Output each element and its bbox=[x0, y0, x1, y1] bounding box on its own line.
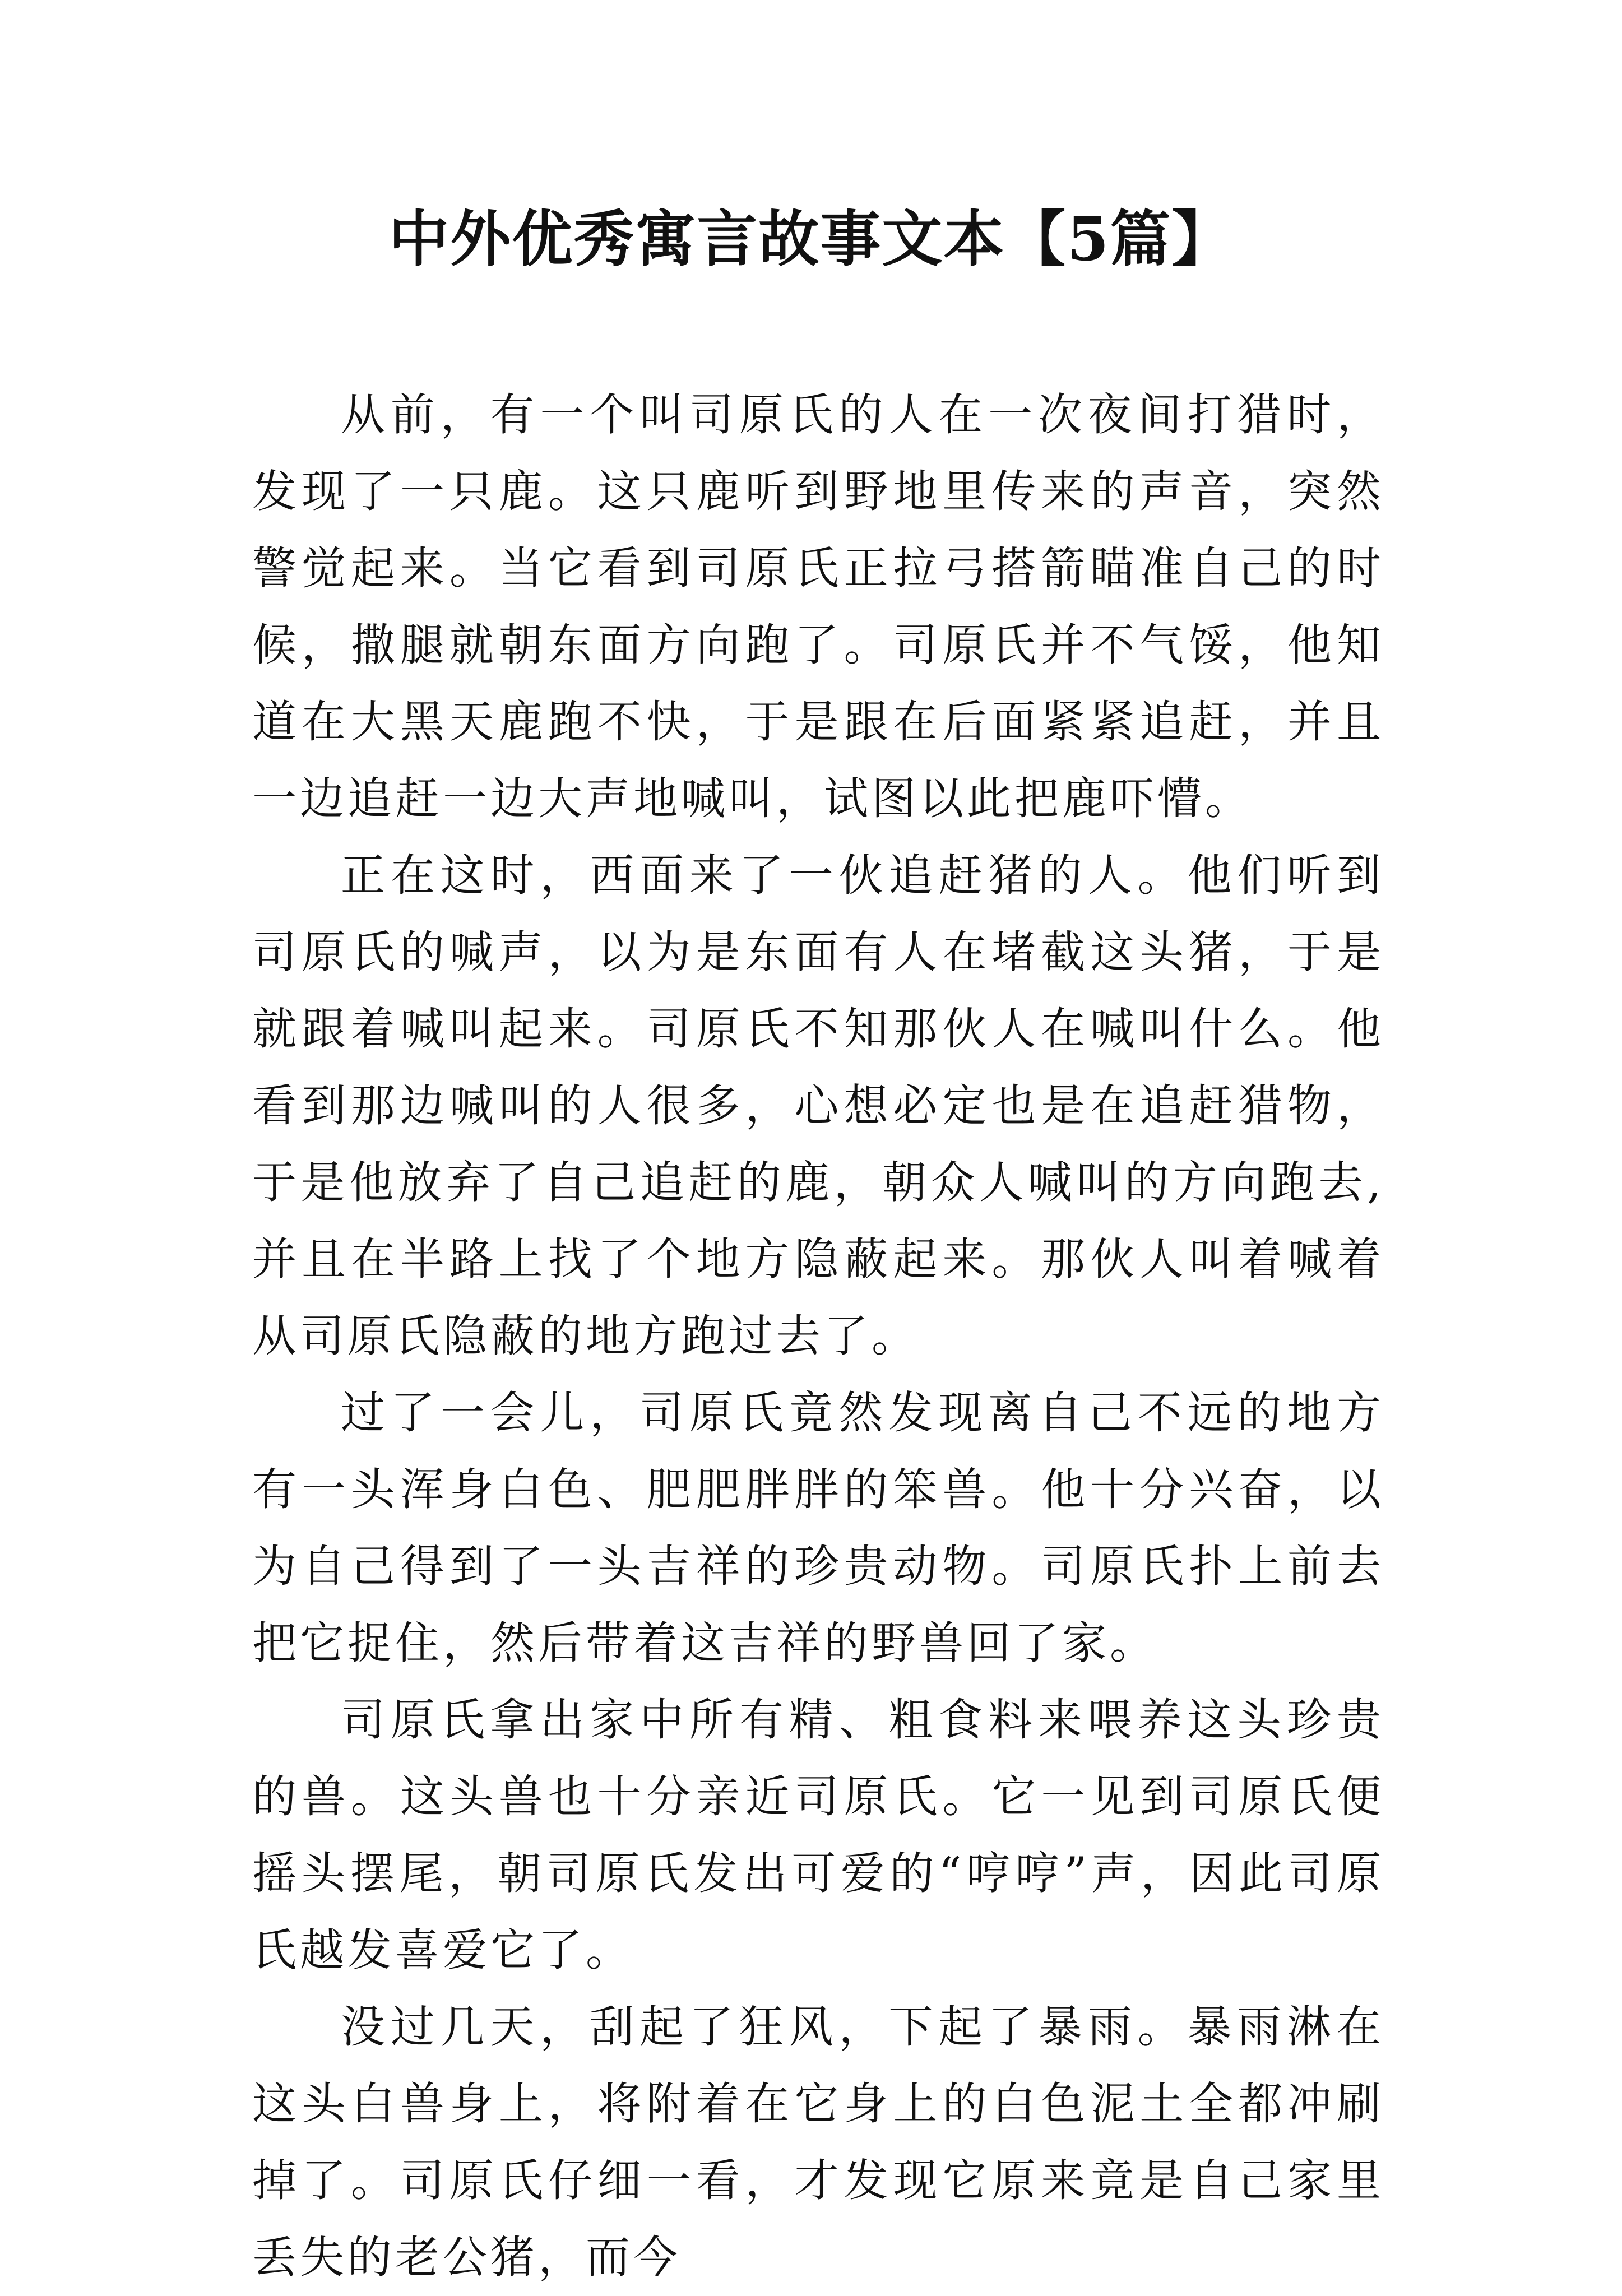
paragraph-1: 从前，有一个叫司原氏的人在一次夜间打猎时，发现了一只鹿。这只鹿听到野地里传来的声音，突然警觉起来。当它看到司原氏正拉弓搭箭瞄准自己的时候，撒腿就朝东面方向跑了。司原氏并不气馁，他知道在大黑天鹿跑不快，于是跟在后面紧紧追赶，并且一边追赶一边大声地喊叫，试图以此把鹿吓懵。 bbox=[252, 389, 1384, 824]
paragraph-5: 没过几天，刮起了狂风，下起了暴雨。暴雨淋在这头白兽身上，将附着在它身上的白色泥土全都冲刷掉了。司原氏仔细一看，才发现它原来竟是自己家里丢失的老公猪，而今 bbox=[252, 2001, 1384, 2283]
paragraph-3: 过了一会儿，司原氏竟然发现离自己不远的地方有一头浑身白色、肥肥胖胖的笨兽。他十分兴奋，以为自己得到了一头吉祥的珍贵动物。司原氏扑上前去把它捉住，然后带着这吉祥的野兽回了家。 bbox=[252, 1387, 1384, 1669]
document-body bbox=[252, 377, 1384, 2296]
paragraph-4: 司原氏拿出家中所有精、粗食料来喂养这头珍贵的兽。这头兽也十分亲近司原氏。它一见到司原氏便摇头摆尾，朝司原氏发出可爱的“哼哼”声，因此司原氏越发喜爱它了。 bbox=[252, 1694, 1384, 1976]
document-title: 中外优秀寓言故事文本【5篇】 bbox=[388, 204, 1234, 275]
paragraph-2: 正在这时，西面来了一伙追赶猪的人。他们听到司原氏的喊声，以为是东面有人在堵截这头猪，于是就跟着喊叫起来。司原氏不知那伙人在喊叫什么。他看到那边喊叫的人很多，心想必定也是在追赶猎物，于是他放弃了自己追赶的鹿，朝众人喊叫的方向跑去,并且在半路上找了个地方隐蔽起来。那伙人叫着喊着从司原氏隐蔽的地方跑过去了。 bbox=[252, 850, 1384, 1362]
